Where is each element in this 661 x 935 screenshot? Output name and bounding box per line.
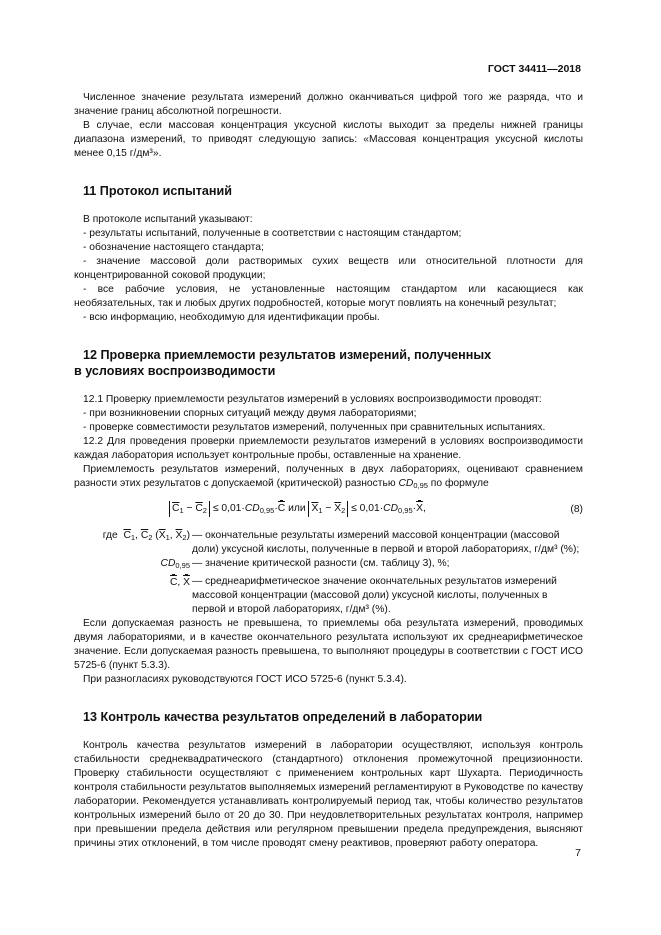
list-item: - обозначение настоящего стандарта; — [83, 242, 264, 253]
list-item: - проверке совместимости результатов измерений, полученных при сравнительных испытаниях. — [83, 422, 546, 433]
page-number: 7 — [575, 847, 581, 859]
section-12-title-line2: в условиях воспроизводимости — [74, 364, 276, 378]
list-item: - значение массовой доли растворимых сухих веществ или относительной плотности для концентрированной соковой продукции; — [74, 256, 583, 281]
paragraph: 12.2 Для проведения проверки приемлемости результатов измерений в условиях воспроизводимости каждая лаборатория использует контрольные пробы, оставленные на хранение. — [74, 436, 583, 461]
section-11-title: 11 Протокол испытаний — [83, 184, 233, 198]
formula-expression: $\overline{C}_1 - \overline{C}_2 \le 0,01\cdot CD_{0,95}\cdot C$ или $\overline{X}_1 - \overline{X}_2 \le 0,01\cdot CD_{0,95}\cdot X$, — [169, 501, 426, 517]
where-row: C, X — среднеарифметическое значение окончательных результатов измерений массовой концентрации (массовой доли) уксусной кислоты, полученных в первой и второй лабораториях, г/дм³ (%). — [74, 575, 583, 617]
where-row: $CD_{0,95}$ — значение критической разности (см. таблицу 3), %; — [74, 557, 583, 571]
page-body — [74, 91, 583, 851]
abs-difference-c: $\overline{C}_1 - \overline{C}_2$ — [169, 501, 210, 517]
where-definition: — значение критической разности (см. таблицу 3), %; — [192, 558, 450, 569]
list-item: - всю информацию, необходимую для идентификации пробы. — [83, 312, 380, 323]
paragraph: В протоколе испытаний указывают: — [83, 214, 253, 225]
paragraph: Приемлемость результатов измерений, полученных в двух лабораториях, оценивают сравнением разности этих результатов с допускаемой (критической) разностью $CD_{0,95}$ по формуле — [74, 464, 583, 490]
paragraph: 12.1 Проверку приемлемости результатов измерений в условиях воспроизводимости проводят: — [83, 394, 542, 405]
section-12-title-line1: 12 Проверка приемлемости результатов измерений, полученных — [83, 348, 492, 362]
section-13-title: 13 Контроль качества результатов определений в лаборатории — [83, 710, 483, 724]
section-12-title — [74, 347, 583, 379]
paragraph: Контроль качества результатов измерений в лаборатории осуществляют, используя контроль стабильности среднеквадратического (стандартного) отклонения промежуточной прецизионности. Проверку стабильности осуществляют с применением контрольных карт Шухарта. Периодичность контроля стабильности результатов выполняемых измерений регламентируют в Руководстве по качеству лаборатории. Рекомендуется устанавливать контролируемый период так, чтобы количество результатов контрольных измерений было от 20 до 30. При неудовлетворительных результатах контроля, например при превышении предела действия или регулярном превышении предела предупреждения, выясняют причины этих отклонений, в том числе проводят смену реактивов, проверяют работу оператора. — [74, 740, 583, 849]
formula-number: (8) — [570, 504, 583, 515]
where-row: где $\overline{C}_1$, $\overline{C}_2$ ($\overline{X}_1$, $\overline{X}_2$) — окончательные результаты измерений массовой концентрации (массовой доли) уксусной кислоты, полученные в первой и второй лабораториях, г/дм³ (%); — [74, 529, 583, 557]
where-definition: — среднеарифметическое значение окончательных результатов измерений массовой концентрации (массовой доли) уксусной кислоты, полученных в первой и второй лабораториях, г/дм³ (%). — [192, 576, 557, 615]
abs-difference-x: $\overline{X}_1 - \overline{X}_2$ — [308, 501, 348, 517]
formula-8 — [74, 497, 583, 523]
list-item: - все рабочие условия, не установленные настоящим стандартом или касающиеся как необязательных, так и любых других подробностей, которые могут повлиять на конечный результат; — [74, 284, 583, 309]
document-code: ГОСТ 34411—2018 — [487, 63, 581, 75]
list-item: - результаты испытаний, полученные в соответствии с настоящим стандартом; — [83, 228, 462, 239]
paragraph: При разногласиях руководствуются ГОСТ ИСО 5725-6 (пункт 5.3.4). — [83, 674, 407, 685]
paragraph: Численное значение результата измерений должно оканчиваться цифрой того же разряда, что и значение границ абсолютной погрешности. — [74, 92, 583, 117]
where-block — [74, 529, 583, 617]
list-item: - при возникновении спорных ситуаций между двумя лабораториями; — [83, 408, 417, 419]
where-definition: — окончательные результаты измерений массовой концентрации (массовой доли) уксусной кислоты, полученные в первой и второй лабораториях, г/дм³ (%); — [192, 530, 580, 555]
paragraph: В случае, если массовая концентрация уксусной кислоты выходит за пределы нижней границы диапазона измерений, то приводят следующую запись: «Массовая концентрация уксусной кислоты менее 0,15 г/дм³». — [74, 120, 583, 159]
paragraph: Если допускаемая разность не превышена, то приемлемы оба результата измерений, проводимых двумя лабораториями, и в качестве окончательного результата используют их среднеарифметическое значение. Если допускаемая разность превышена, то выполняют процедуры в соответствии с ГОСТ ИСО 5725-6 (пункт 5.3.3). — [74, 618, 583, 671]
